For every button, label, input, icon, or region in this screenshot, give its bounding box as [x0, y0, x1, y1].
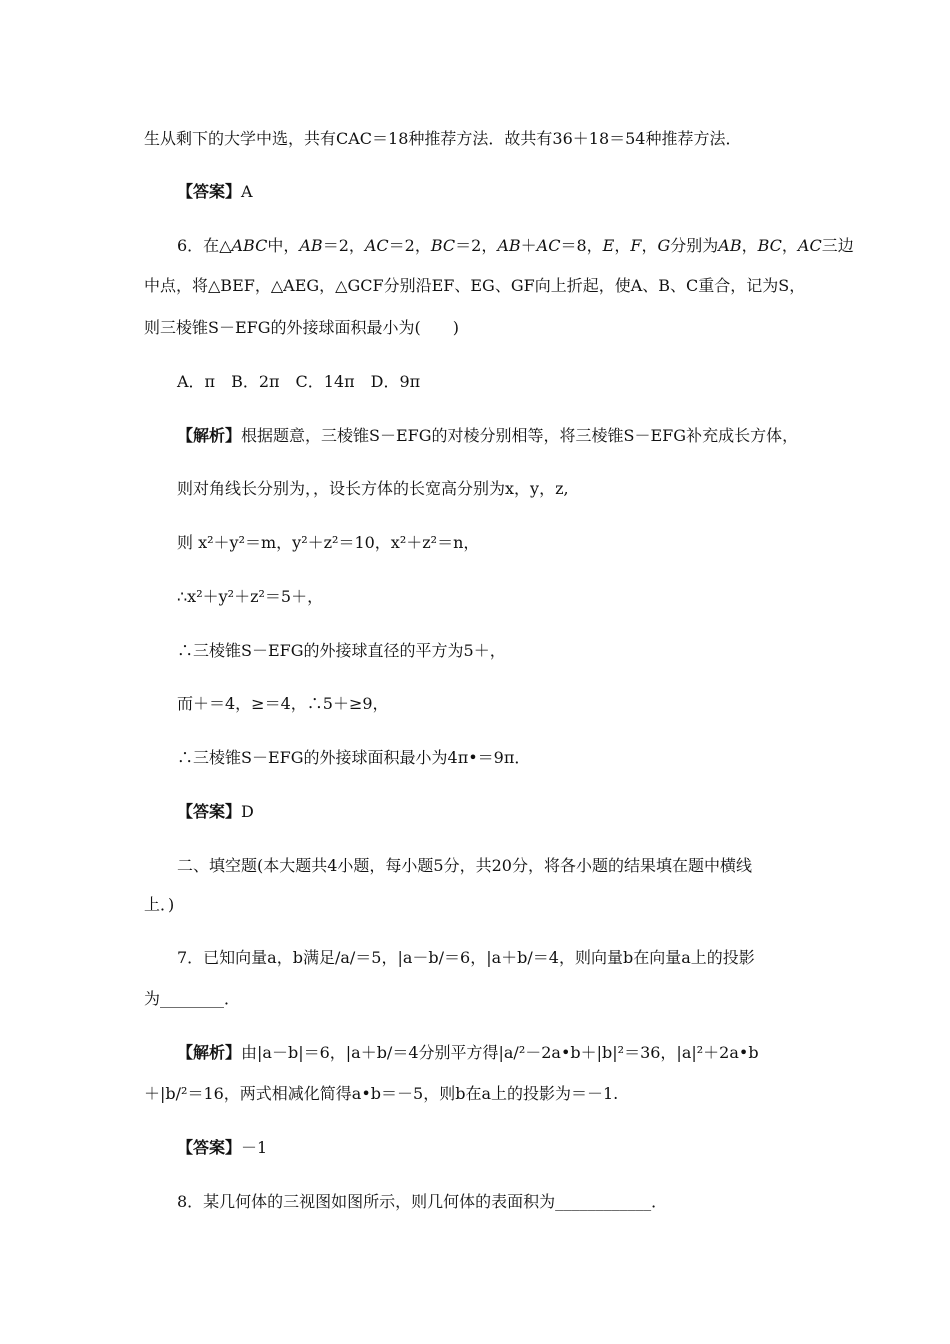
q6-part: F	[630, 236, 642, 255]
answer-label: 【答案】	[177, 1138, 242, 1157]
q6-part: BC	[430, 236, 456, 255]
solution-6-line-1	[177, 425, 798, 447]
q6-part: AB	[497, 236, 521, 255]
answer-value: －1	[241, 1138, 268, 1157]
solution-text: 根据题意，三棱锥S－EFG的对棱分别相等，将三棱锥S－EFG补充成长方体，	[241, 426, 799, 445]
text-line: 生从剩下的大学中选，共有CAC＝18种推荐方法．故共有36＋18＝54种推荐方法．	[144, 129, 742, 148]
solution-6-line-2: 则对角线长分别为，，设长方体的长宽高分别为x，y，z,	[177, 479, 569, 498]
solution-text: 由|a－b|＝6，|a＋b/＝4分别平方得|a/²－2a•b＋|b|²＝36，|a|²＋2a•b	[241, 1043, 759, 1062]
q6-part: ，	[741, 236, 758, 255]
section-heading-line-2: 上．)	[144, 895, 175, 914]
q6-part: AC	[364, 236, 389, 255]
q6-part: ，	[614, 236, 631, 255]
q6-part: BC	[757, 236, 782, 255]
solution-label: 【解析】	[177, 426, 242, 445]
q6-part: E	[602, 236, 615, 255]
q6-part: AB	[718, 236, 742, 255]
q6-part: 中，	[267, 236, 300, 255]
answer-line	[177, 801, 254, 823]
question-8-line-1: 8．某几何体的三视图如图所示，则几何体的表面积为____________．	[177, 1192, 668, 1211]
q6-part: ＝2，	[455, 236, 498, 255]
q6-part: ＝2，	[322, 236, 365, 255]
q6-part: AB	[299, 236, 323, 255]
q6-part: ，	[781, 236, 798, 255]
q6-part: ＝8，	[560, 236, 603, 255]
question-7-line-1: 7．已知向量a，b满足/a/＝5，|a－b/＝6，|a＋b/＝4，则向量b在向量a上的投影	[177, 948, 755, 967]
q6-part: ＋	[520, 236, 537, 255]
q6-part: 6．在	[177, 236, 220, 255]
question-6-line-3: 则三棱锥S－EFG的外接球面积最小为( )	[144, 318, 460, 337]
q6-part: 分别为	[670, 236, 719, 255]
section-heading-line-1: 二、填空题(本大题共4小题，每小题5分，共20分，将各小题的结果填在题中横线	[177, 856, 752, 875]
question-7-line-2: 为________．	[144, 989, 241, 1008]
q6-part: ABC	[231, 236, 268, 255]
solution-7-line-1	[177, 1042, 759, 1064]
solution-6-line-4: ∴x²＋y²＋z²＝5＋，	[177, 587, 324, 606]
answer-value: D	[241, 802, 254, 821]
q6-part: 三边	[821, 236, 854, 255]
answer-value: A	[241, 182, 253, 201]
solution-6-line-3: 则 x²＋y²＝m，y²＋z²＝10，x²＋z²＝n，	[177, 533, 480, 552]
solution-7-line-2: ＋|b/²＝16，两式相减化简得a•b＝－5，则b在a上的投影为＝－1.	[144, 1084, 619, 1103]
answer-label: 【答案】	[177, 182, 242, 201]
q6-part: AC	[797, 236, 822, 255]
question-6-options: A．π B．2π C．14π D．9π	[177, 372, 421, 391]
question-6-line-2: 中点，将△BEF，△AEG，△GCF分别沿EF、EG、GF向上折起，使A、B、C重合，记为S，	[144, 276, 806, 295]
answer-label: 【答案】	[177, 802, 242, 821]
question-6-line-1	[177, 235, 854, 257]
q6-part: ＝2，	[388, 236, 431, 255]
q6-part: △	[219, 236, 232, 255]
q6-part: G	[657, 236, 671, 255]
answer-line	[177, 1137, 267, 1159]
solution-label: 【解析】	[177, 1043, 242, 1062]
answer-line	[177, 181, 253, 203]
q6-part: ，	[641, 236, 658, 255]
q6-part: AC	[536, 236, 561, 255]
solution-6-line-5: ∴三棱锥S－EFG的外接球直径的平方为5＋，	[177, 641, 506, 660]
solution-6-line-6: 而＋＝4，≥＝4，∴5＋≥9，	[177, 694, 389, 713]
solution-6-line-7: ∴三棱锥S－EFG的外接球面积最小为4π•＝9π．	[177, 748, 531, 767]
